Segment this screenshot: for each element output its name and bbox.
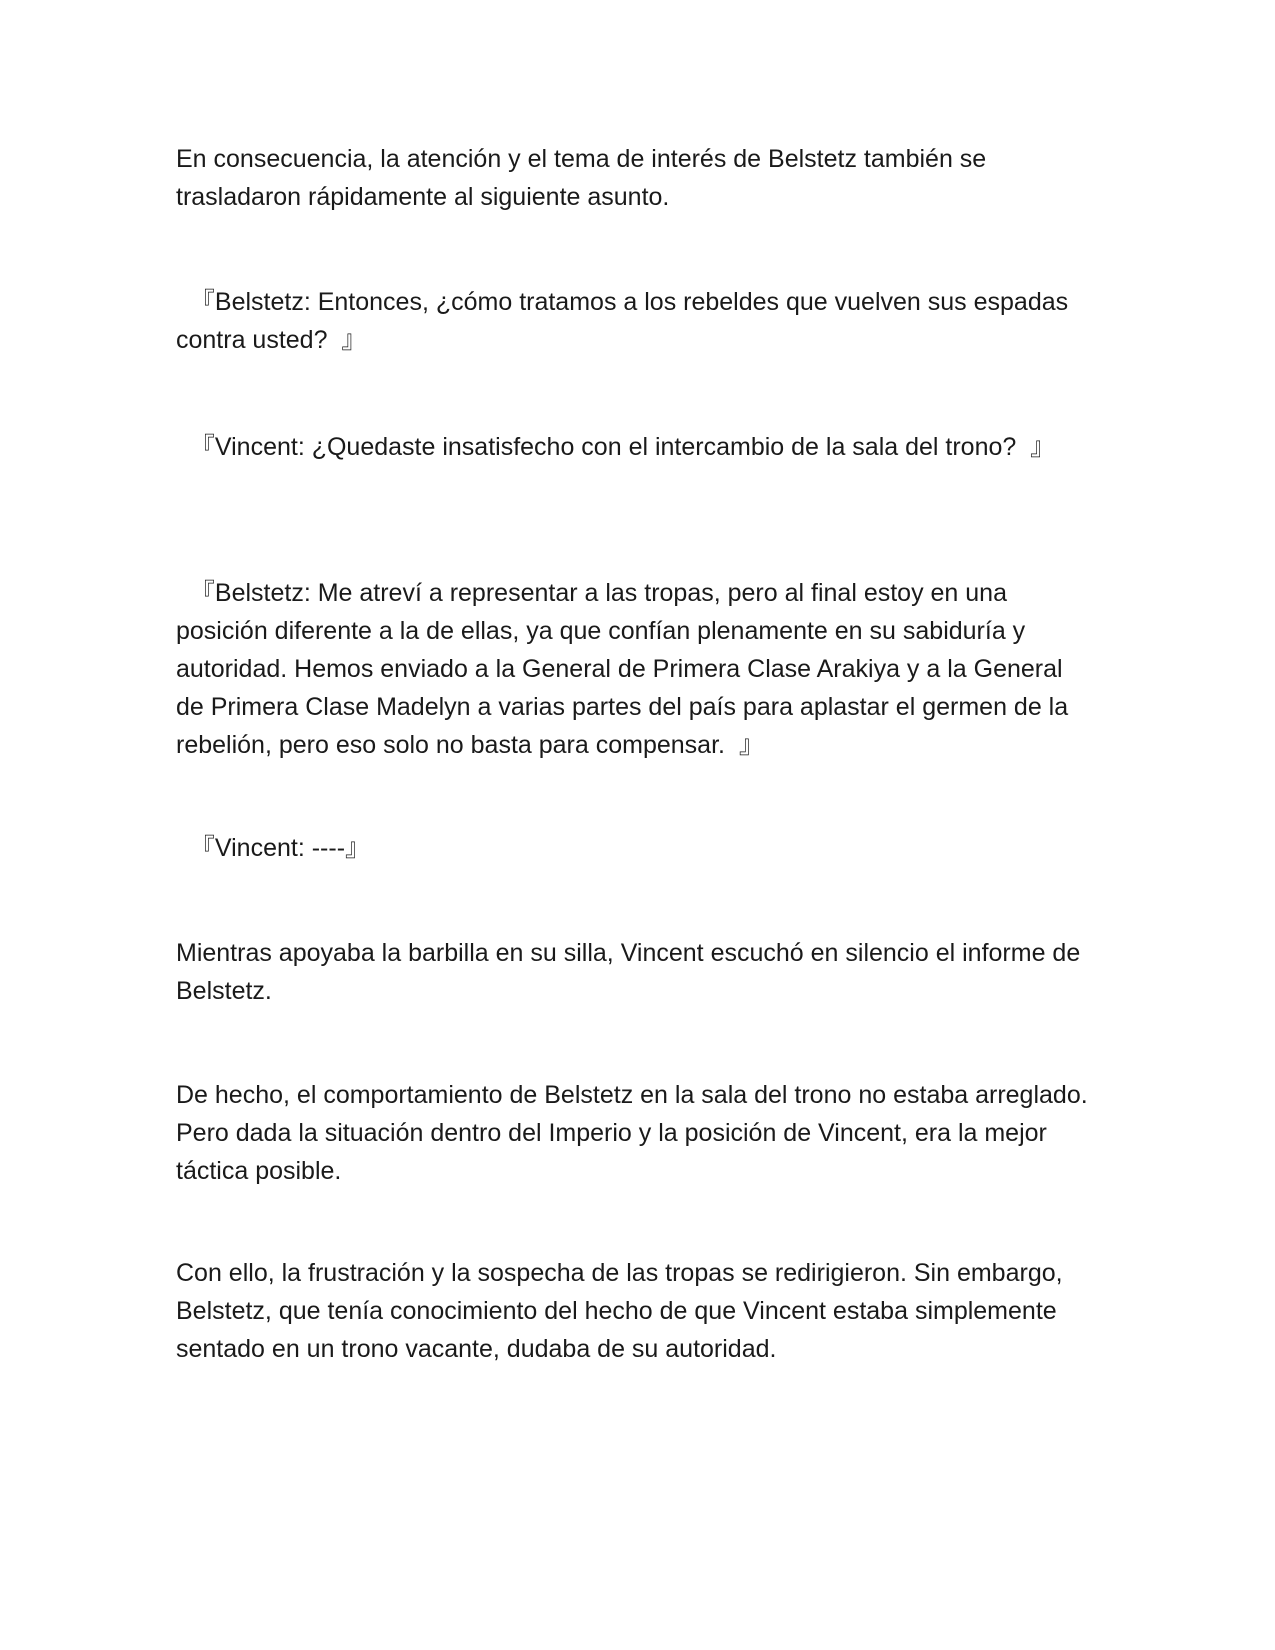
dialogue-belstetz-report: 『Belstetz: Me atreví a representar a las tropas, pero al final estoy en una posición diferente a la de ellas, ya que confían plenamente en su sabiduría y autoridad. Hemos enviado a la General de Primera Clase Arakiya y a la General de Primera Clase Madelyn a varias partes del país para aplastar el germen de la rebelión, pero eso solo no basta para compensar. 』 [176, 579, 1069, 759]
narration-paragraph: En consecuencia, la atención y el tema de interés de Belstetz también se trasladaron rápidamente al siguiente asunto. [176, 145, 987, 211]
dialogue-belstetz-question: 『Belstetz: Entonces, ¿cómo tratamos a los rebeldes que vuelven sus espadas contra usted? 』 [176, 288, 1069, 354]
narration-paragraph: Con ello, la frustración y la sospecha de las tropas se redirigieron. Sin embargo, Belstetz, que tenía conocimiento del hecho de que Vincent estaba simplemente sentado en un trono vacante, dudaba de su autoridad. [176, 1259, 1063, 1363]
narration-paragraph: Mientras apoyaba la barbilla en su silla, Vincent escuchó en silencio el informe de Belstetz. [176, 939, 1081, 1005]
narration-paragraph: De hecho, el comportamiento de Belstetz en la sala del trono no estaba arreglado. Pero dada la situación dentro del Imperio y la posición de Vincent, era la mejor táctica posible. [176, 1081, 1088, 1185]
dialogue-vincent-reply: 『Vincent: ¿Quedaste insatisfecho con el intercambio de la sala del trono? 』 [176, 433, 1056, 461]
dialogue-vincent-silence: 『Vincent: ----』 [176, 834, 371, 862]
